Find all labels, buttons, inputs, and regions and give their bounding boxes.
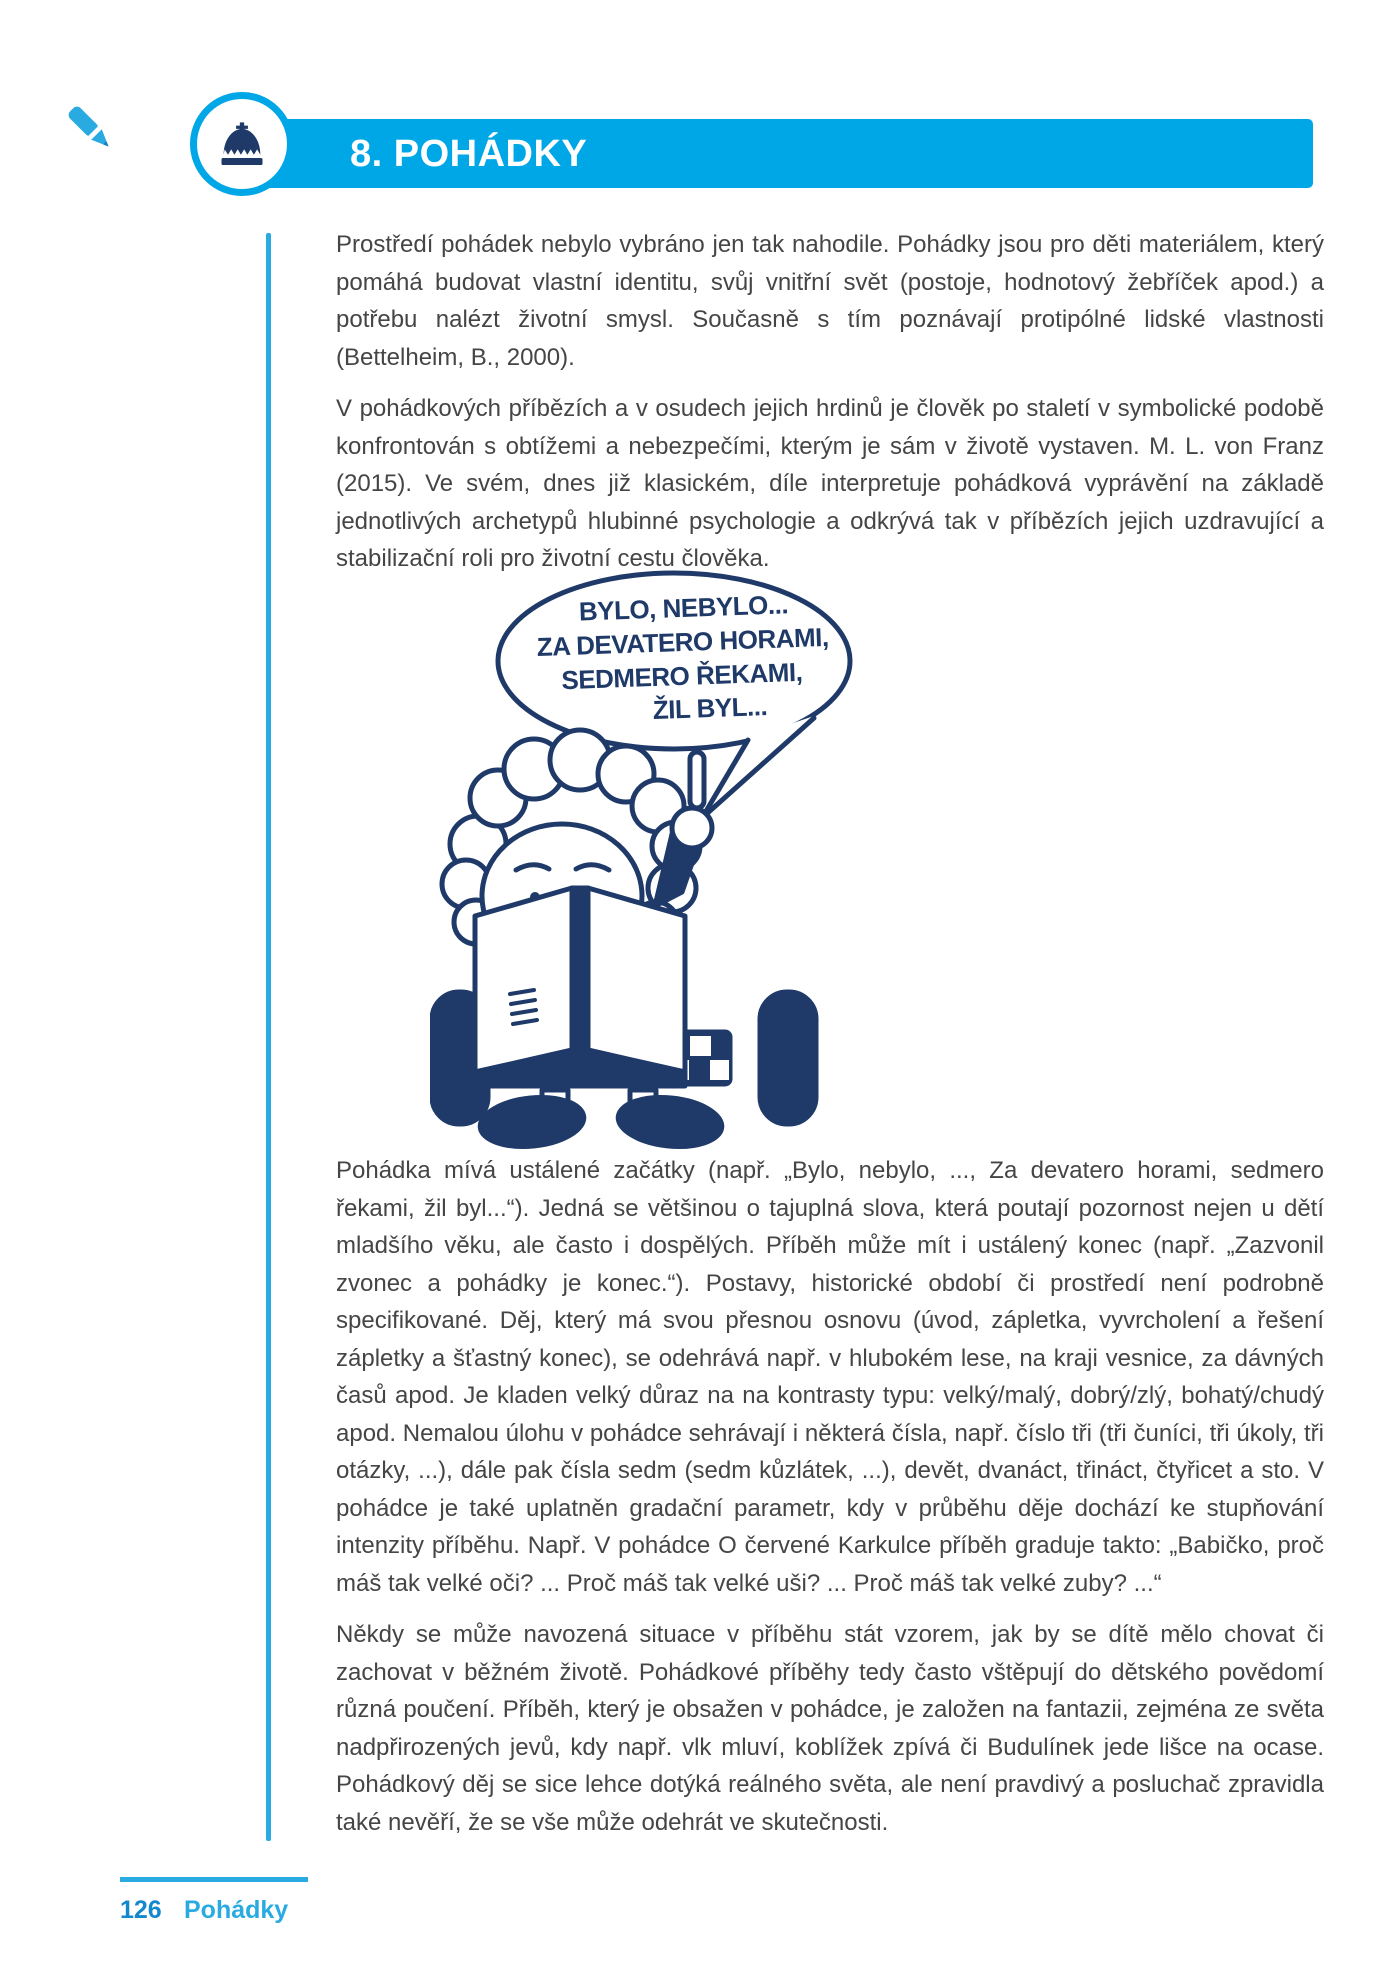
footer-section-label: Pohádky xyxy=(184,1896,289,1924)
speech-bubble-line: BYLO, NEBYLO... xyxy=(578,589,789,627)
paragraph-3: Pohádka mívá ustálené začátky (např. „Bylo, nebylo, ..., Za devatero horami, sedmero řekami, žil byl...“). Jedná se většinou o tajuplná slova, která poutají pozornost nejen u dětí mladšího věku, ale často i dospělých. Příběh může mít i ustálený konec (např. „Zazvonil zvonec a pohádky je konec.“). Postavy, historické období či prostředí není podrobně specifikované. Děj, který má svou přesnou osnovu (úvod, zápletka, vyvrcholení a řešení zápletky a šťastný konec), se odehrává např. v hlubokém lese, na kraji vesnice, za dávných časů apod. Je kladen velký důraz na na kontrasty typu: velký/malý, dobrý/zlý, bohatý/chudý apod. Nemalou úlohu v pohádce sehrávají i některá čísla, např. číslo tři (tři čuníci, tři úkoly, tři otázky, ...), dále pak čísla sedm (sedm kůzlátek, ...), devět, dvanáct, třináct, čtyřicet a sto. V pohádce je také uplatněn gradační parametr, kdy v průběhu děje dochází ke stupňování intenzity příběhu. Např. V pohádce O červené Karkulce příběh graduje takto: „Babičko, proč máš tak velké oči? ... Proč máš tak velké uši? ... Proč máš tak velké zuby? ...“ xyxy=(336,1157,1324,1597)
footer-rule xyxy=(120,1877,308,1882)
paragraph-2: V pohádkových příbězích a v osudech jejich hrdinů je člověk po staletí v symbolické podobě konfrontován s obtížemi a nebezpečími, kterým je sám v životě vystaven. M. L. von Franz (2015). Ve svém, dnes již klasickém, díle interpretuje pohádková vyprávění na základě jednotlivých archetypů hlubinné psychologie a odkrývá tak v příbězích jejich uzdravující a stabilizační roli pro životní cestu člověka. xyxy=(336,395,1324,572)
crown-icon xyxy=(215,120,269,168)
body-text-top xyxy=(336,226,1324,592)
pencil-icon xyxy=(58,96,126,164)
chapter-title: 8. POHÁDKY xyxy=(350,132,588,175)
speech-bubble-line: ŽIL BYL... xyxy=(652,691,768,726)
chapter-header-bar xyxy=(252,119,1313,188)
page-number: 126 xyxy=(120,1896,162,1924)
paragraph-4: Někdy se může navozená situace v příběhu stát vzorem, jak by se dítě mělo chovat či zachovat v běžném životě. Pohádkové příběhy tedy často vštěpují do dětského povědomí různá poučení. Příběh, který je obsažen v pohádce, je založen na fantazii, zejména ze světa nadpřirozených jevů, kdy např. vlk mluví, koblížek zpívá či Budulínek jede lišce na ocase. Pohádkový děj se sice lehce dotýká reálného světa, ale není pravdivý a posluchač zpravidla také nevěří, že se vše může odehrát ve skutečnosti. xyxy=(336,1621,1324,1836)
paragraph-1: Prostředí pohádek nebylo vybráno jen tak nahodile. Pohádky jsou pro děti materiálem, který pomáhá budovat vlastní identitu, svůj vnitřní svět (postoje, hodnotový žebříček apod.) a potřebu nalézt životní smysl. Současně s tím poznávají protipólné lidské vlastnosti (Bettelheim, B., 2000). xyxy=(336,231,1324,371)
accent-rule xyxy=(266,233,271,1841)
body-text-bottom xyxy=(336,1152,1324,1855)
speech-bubble-line: SEDMERO ŘEKAMI, xyxy=(560,656,803,696)
speech-bubble-line: ZA DEVATERO HORAMI, xyxy=(536,621,830,663)
chapter-badge xyxy=(190,92,294,196)
illustration xyxy=(430,566,930,1152)
